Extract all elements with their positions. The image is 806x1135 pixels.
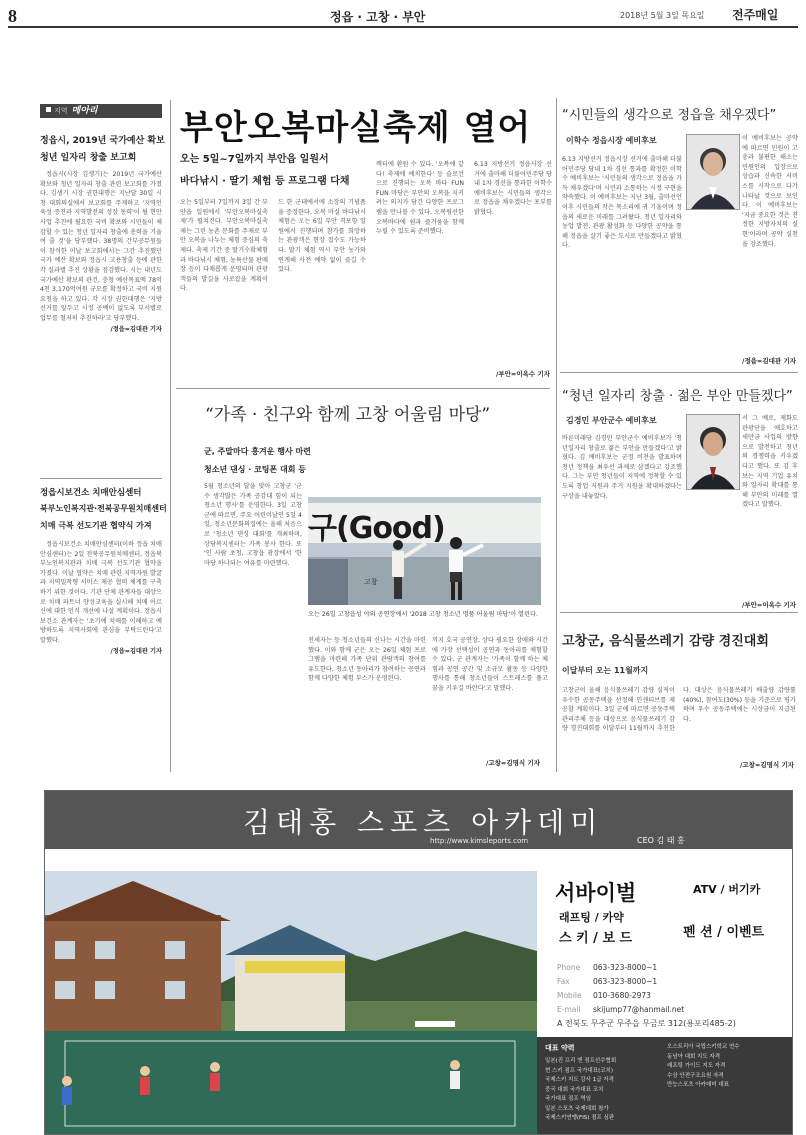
contact-value[interactable]: skijump77@hanmail.net bbox=[593, 1005, 685, 1014]
article2-subhead1: 북부노인복지관·전북공무원치매센터 bbox=[40, 504, 167, 513]
feature-body-left: 5월 청소년의 달을 맞아 고창군 '군수 생각많은 가족 공감대 힘이 되는 청소년 행사'를 운영한다. 3일 고창군에 따르면, 주요 어린이날인 5일 4일, 청소년문화의집에는 올해 처음으로 '청소년 댄싱 대회'를 개최하며, 상담복지센터는 가족 봉사 한다. 또 '인 사람 초청, 고창읍 광장에서 '한마당 하나되는 여유를 마련했다. bbox=[204, 483, 302, 567]
feature-subhead1: 군, 주말마다 흥겨운 행사 마련 bbox=[204, 447, 311, 456]
article1-body-text: 정읍시(시장 김생기)는 2019년 국가예산 확보와 청년 일자리 창출 관련 보고회를 가졌다. 김생기 시장 권한대행은 지난달 30일 시청 대회의실에서 보고회를 주재하고 '지역인 육성 증진과 지역발전의 성장 동력'이 될 현안사업 추진에 필요한 국비 확보와 시민들이 체감할 수 있는 청년 일자리 창출에 총력을 기울여 줄 것'을 당부했다. 38명의 간부공무원들이 참석한 이날 보고회에서는 그간 추진했던 국가 예산 확보와 정읍시 고용창출 등에 관한 각 실과별 추진 상황을 점검했다. 시는 내년도 국가예산 확보의 관건, 충청 예산목표액 78억 4천 3,170억여원 규모를 확정하고 국비 지원 요청을 하고 있다. 각 시장 권한대행은 '지방 선거를 앞두고 시정 공백이 없도록 부서별로 업무를 철저히 추진하라'고 당부했다. bbox=[40, 171, 162, 322]
profile-item: 일본(진 프리 엔 점프선수협회 bbox=[545, 1058, 617, 1064]
article2-headline: 정읍시보건소 치매안심센터 bbox=[40, 488, 142, 498]
article2-body-text: 정읍시보건소 치매안심센터(이하 정읍 치매안심센터)는 2일 전북공무원치매센터, 정읍북부노인복지관과 치매 극복 선도기관 협약을 가졌다. 이날 협약은 치매 관련 지역자원 발굴과 지역밀착형 서비스 제공 협력 체계를 구축하기 위한 것이다. 기관 단체 관계자들 대상으로 치매 파트너 양성교육을 실시해 치매 어르신에 대한 인식 개선에 나설 계획이다. 정읍시보건소 관계자는 '초기에 치매를 이해하고 예방하도록 지역사회에 관심을 부탁드린다'고 말했다. bbox=[40, 541, 162, 644]
gochang-food-title: 고창군, 음식물쓰레기 감량 경진대회 bbox=[562, 634, 769, 649]
ad-info-panel bbox=[537, 871, 792, 1134]
main-subhead2: 바다낚시 · 딸기 체험 등 프로그램 다채 bbox=[180, 176, 350, 187]
ad-profile-col2 bbox=[667, 1043, 740, 1091]
tag-marker bbox=[46, 107, 51, 112]
divider bbox=[176, 388, 550, 389]
divider bbox=[560, 612, 798, 613]
sports-field-scene-icon bbox=[45, 871, 537, 1134]
tag-name: 메아리 bbox=[71, 106, 98, 116]
gochang-food-reporter: /고창=김명식 기자 bbox=[740, 761, 795, 769]
issue-date: 2018년 5월 3일 목요일 bbox=[620, 11, 705, 20]
profile-item: 오스트리아 국립스키학교 연수 bbox=[667, 1044, 740, 1050]
divider bbox=[40, 478, 162, 479]
column-tag bbox=[40, 104, 162, 118]
gochang-food-subhead: 이달부터 오는 11월까지 bbox=[562, 666, 649, 675]
feature-photo-caption: 오는 26일 고창읍성 야외 공연장에서 '2018 고창 청소년 명품 어울림 마당'이 열린다. bbox=[308, 611, 538, 618]
column-divider bbox=[556, 98, 557, 772]
ad-line2: 스 키 / 보 드 bbox=[559, 931, 633, 946]
article1-headline: 정읍시, 2019년 국가예산 확보 bbox=[40, 136, 165, 146]
ad-profile-box bbox=[537, 1037, 792, 1134]
opinion2-byline: 김경민 부안군수 예비후보 bbox=[566, 416, 657, 425]
main-byline: /부안=이옥수 기자 bbox=[496, 370, 551, 378]
ad-tag2: 펜 션 / 이벤트 bbox=[683, 925, 765, 940]
ad-url[interactable]: http://www.kimsleports.com bbox=[430, 837, 529, 845]
ad-title: 김태홍 스포츠 아카데미 bbox=[243, 806, 604, 839]
contact-value[interactable]: 010-3680-2973 bbox=[593, 991, 651, 1000]
contact-key: Mobile bbox=[557, 991, 582, 1000]
opinion1-title: “시민들의 생각으로 정읍을 채우겠다” bbox=[562, 108, 777, 123]
ad-line1: 래프팅 / 카약 bbox=[559, 911, 624, 924]
festival-banner-text: 구(Good) bbox=[308, 511, 445, 546]
profile-item: 국가대표 점프 역임 bbox=[545, 1096, 592, 1102]
page-number: 8 bbox=[8, 6, 17, 26]
feature-reporter: /고창=김명식 기자 bbox=[486, 759, 541, 767]
column-divider bbox=[170, 100, 171, 772]
opinion2-body-right: 서 그 예로, 제화도 관광단을 애호하고 새만금 사업의 방향으로 발전하고 청년의 경쟁력을 키우겠다고 했다. 또 김 후보는 지역 기업 유치와 일자리 확대를 통해 부안의 미래를 열겠다고 말했다. bbox=[742, 415, 798, 509]
profile-item: 현 스키 점프 국가대표(코치) bbox=[545, 1067, 613, 1074]
header-rule bbox=[8, 26, 798, 28]
candidate-photo-2 bbox=[686, 414, 740, 490]
profile-item: 래프팅 가이드 지도 자격 bbox=[667, 1063, 726, 1069]
gochang-food-body: 고창군이 올해 음식물쓰레기 감량 실적이 우수한 공동주택을 선정해 인센티브를 제공할 계획이다. 3일 군에 따르면 공동주택 관리주체 등을 대상으로 음식물쓰레기 감량 경진대회를 이달부터 11월까지 추진한다. 대상은 음식물쓰레기 배출량 감량률(40%), 참여도(30%) 등을 기준으로 평가하며 우수 공동주택에는 시상금이 지급된다. bbox=[562, 687, 796, 733]
ad-profile-col1 bbox=[545, 1057, 616, 1124]
opinion1-byline: 이학수 정읍시장 예비후보 bbox=[566, 136, 657, 145]
ad-profile-header: 대표 약력 bbox=[545, 1044, 575, 1052]
opinion2-body-left: 바른미래당 김경민 부안군수 예비후보가 '청년일자리 창출로 젊은 부안을 만들겠다'고 밝혔다. 김 예비후보는 군정 비전을 발표하며 청년 정책을 최우선 과제로 삼겠다고 강조했다. 그는 부안 청년들이 지역에 정착할 수 있도록 창업 지원과 주거 지원을 확대하겠다는 구상을 내놓았다. bbox=[562, 435, 682, 500]
ad-tag1: ATV / 버기카 bbox=[693, 883, 761, 896]
opinion1-body-right: 이 예비후보는 공약에 따르면 민원이 고충과 불편한 해소는 민원인의 입장으로 상습과 신속한 서비스를 시작으로 다가 나타날 것으로 보인다. 이 예비후보는 '지금 중요한 것은 진정한 지방자치의 실현'이라며 공약 실천을 강조했다. bbox=[742, 135, 798, 248]
profile-item: 중국 대회 국가대표 코치 bbox=[545, 1086, 604, 1093]
main-col3: 렉터에 환원 수 있다. '오복에 같다! 축제에 예치한다' 등 슬로건으로 진행되는 오복 바다 FUN FUN 마당은 부안의 오복을 지키려는 의지가 담긴 다양한 프로그램을 만나볼 수 있다. 오복평선한 오복바다에 쉼과 즐거움을 함께 누릴 수 있도록 준비했다. bbox=[376, 161, 464, 236]
tag-label: 지역 bbox=[54, 107, 68, 115]
main-headline: 부안오복마실축제 열어 bbox=[180, 108, 532, 148]
opinion1-body-left: 6.13 지방선거 정읍시장 선거에 출마해 더불어민주당 당내 1차 경선 통과를 확정한 이학수 예비후보는 '시민들의 생각으로 정읍을 가득 채우겠다'며 시민과 소통하는 시정 구현을 약속했다. 이 예비후보는 지난 3월, 출마선언 이후 시민들의 작은 목소리에 귀 기울이며 정읍의 새로운 미래를 그려왔다. 청년 일자리와 농업 발전, 관광 활성화 등 다양한 공약을 통해 정읍을 살기 좋은 도시로 만들겠다고 밝혔다. bbox=[562, 156, 682, 250]
opinion2-title: “청년 일자리 창출 · 젊은 부안 만들겠다” bbox=[562, 389, 793, 404]
ad-ceo: CEO 김 태 홍 bbox=[637, 836, 685, 845]
feature-body-mid: 전세자는 등 청소년들의 신나는 시간을 마련했다. 이와 함께 군은 오는 26일 체험 프로그램을 마련해 가족 단위 관람객의 참여를 유도한다. 청소년 동아리가 참여하는 공연과 함께 다양한 체험 부스가 운영된다. bbox=[308, 637, 426, 683]
ad-contact-email bbox=[557, 1005, 684, 1014]
opinion2-reporter: /부안=이옥수 기자 bbox=[742, 601, 797, 609]
article2-body bbox=[40, 540, 162, 770]
divider bbox=[560, 372, 798, 373]
publication-name: 전주매일 bbox=[732, 8, 779, 22]
profile-item: 국제스키연맹(FIS) 점프 심판 bbox=[545, 1115, 615, 1121]
opinion1-reporter: /정읍=김대관 기자 bbox=[742, 357, 797, 365]
main-subhead1: 오는 5일~7일까지 부안읍 일원서 bbox=[180, 154, 329, 165]
contact-value[interactable]: 063-323-8000~1 bbox=[593, 963, 658, 972]
profile-item: 동남아 대회 지도 자격 bbox=[667, 1053, 721, 1060]
ad-address: A 전북도 무주군 무주읍 무금로 312(용포리485-2) bbox=[557, 1019, 736, 1028]
candidate-photo-1 bbox=[686, 134, 740, 210]
article1-byline: /정읍=김대관 기자 bbox=[110, 325, 162, 333]
contact-key: E-mail bbox=[557, 1005, 581, 1014]
article1-body bbox=[40, 170, 162, 460]
ad-contact-phone bbox=[557, 963, 657, 972]
festival-photo-side-text: 고창 bbox=[364, 578, 378, 586]
profile-item: 국제스키 지도 강사 1급 자격 bbox=[545, 1077, 614, 1083]
ad-main-title: 서바이벌 bbox=[555, 881, 637, 905]
festival-photo bbox=[308, 497, 541, 605]
main-col2: 드 한 군데에서에 소장의 기념품을 증정한다. 오복 마실 바다낚시체험은 오는 6일 부안 격포항 일원에서 진행되며 참가를 희망하는 관광객은 현장 접수도 가능하다. 딸기 체험 역시 부안 농가와 연계해 사전 예약 없이 즐길 수 있다. bbox=[278, 199, 366, 274]
section-title: 정읍 · 고창 · 부안 bbox=[330, 10, 426, 24]
ad-contact-mobile bbox=[557, 991, 651, 1000]
feature-title: “가족 · 친구와 함께 고창 어울림 마당” bbox=[205, 405, 491, 425]
sports-academy-ad bbox=[44, 790, 793, 1135]
article1-subhead: 청년 일자리 창출 보고회 bbox=[40, 153, 137, 163]
profile-item: 일본 스포츠 국제대회 참가 bbox=[545, 1105, 609, 1112]
portrait-icon bbox=[687, 415, 739, 489]
academy-photo bbox=[45, 871, 537, 1134]
portrait-icon bbox=[687, 135, 739, 209]
article2-byline: /정읍=김대관 기자 bbox=[110, 647, 162, 655]
contact-key: Fax bbox=[557, 977, 570, 986]
ad-contact-fax bbox=[557, 977, 657, 986]
contact-key: Phone bbox=[557, 963, 581, 972]
article2-subhead2: 치매 극복 선도기관 협약식 가져 bbox=[40, 521, 152, 530]
main-col4: 6.13 지방선거 정읍시장 선거에 출마해 더불어민주당 당내 1차 경선을 통과한 이학수 예비후보는 시민들의 생각으로 정읍을 채우겠다는 포부를 밝혔다. bbox=[474, 161, 552, 216]
profile-item: 만능스포츠 아카데미 대표 bbox=[667, 1082, 729, 1088]
feature-subhead2: 청소년 댄싱 · 코팅폰 대회 등 bbox=[204, 465, 306, 474]
profile-item: 수상 안전구조요원 자격 bbox=[667, 1072, 724, 1079]
contact-value: 063-323-8000~1 bbox=[593, 977, 658, 986]
feature-body-right: 끼지 호국 공연장, 상다 필요한 장애와 시간에 가장 선택성이 공연과 동아리를 체험할 수 있다. 군 관계자는 '가족이 함께 하는 체험과 공연 공간 및 소규모 활동 등 다양한 행사를 통해 청소년들이 스트레스를 풀고 꿈을 키우길 바란다'고 말했다. bbox=[432, 637, 548, 692]
main-col1: 오는 5일부터 7일까지 3일 간 부안읍 일원에서 '부안오복마실축제'가 펼쳐진다. 부안오복마실축제는 그린 농촌 문화를 주제로 부안 오복을 나누는 체험 중심의 축제다. 축제 기간 중 딸기수확체험과 바다낚시 체험, 농특산물 판매장 등이 다채롭게 운영되며 관광객들의 발길을 사로잡을 계획이다. bbox=[180, 199, 268, 293]
